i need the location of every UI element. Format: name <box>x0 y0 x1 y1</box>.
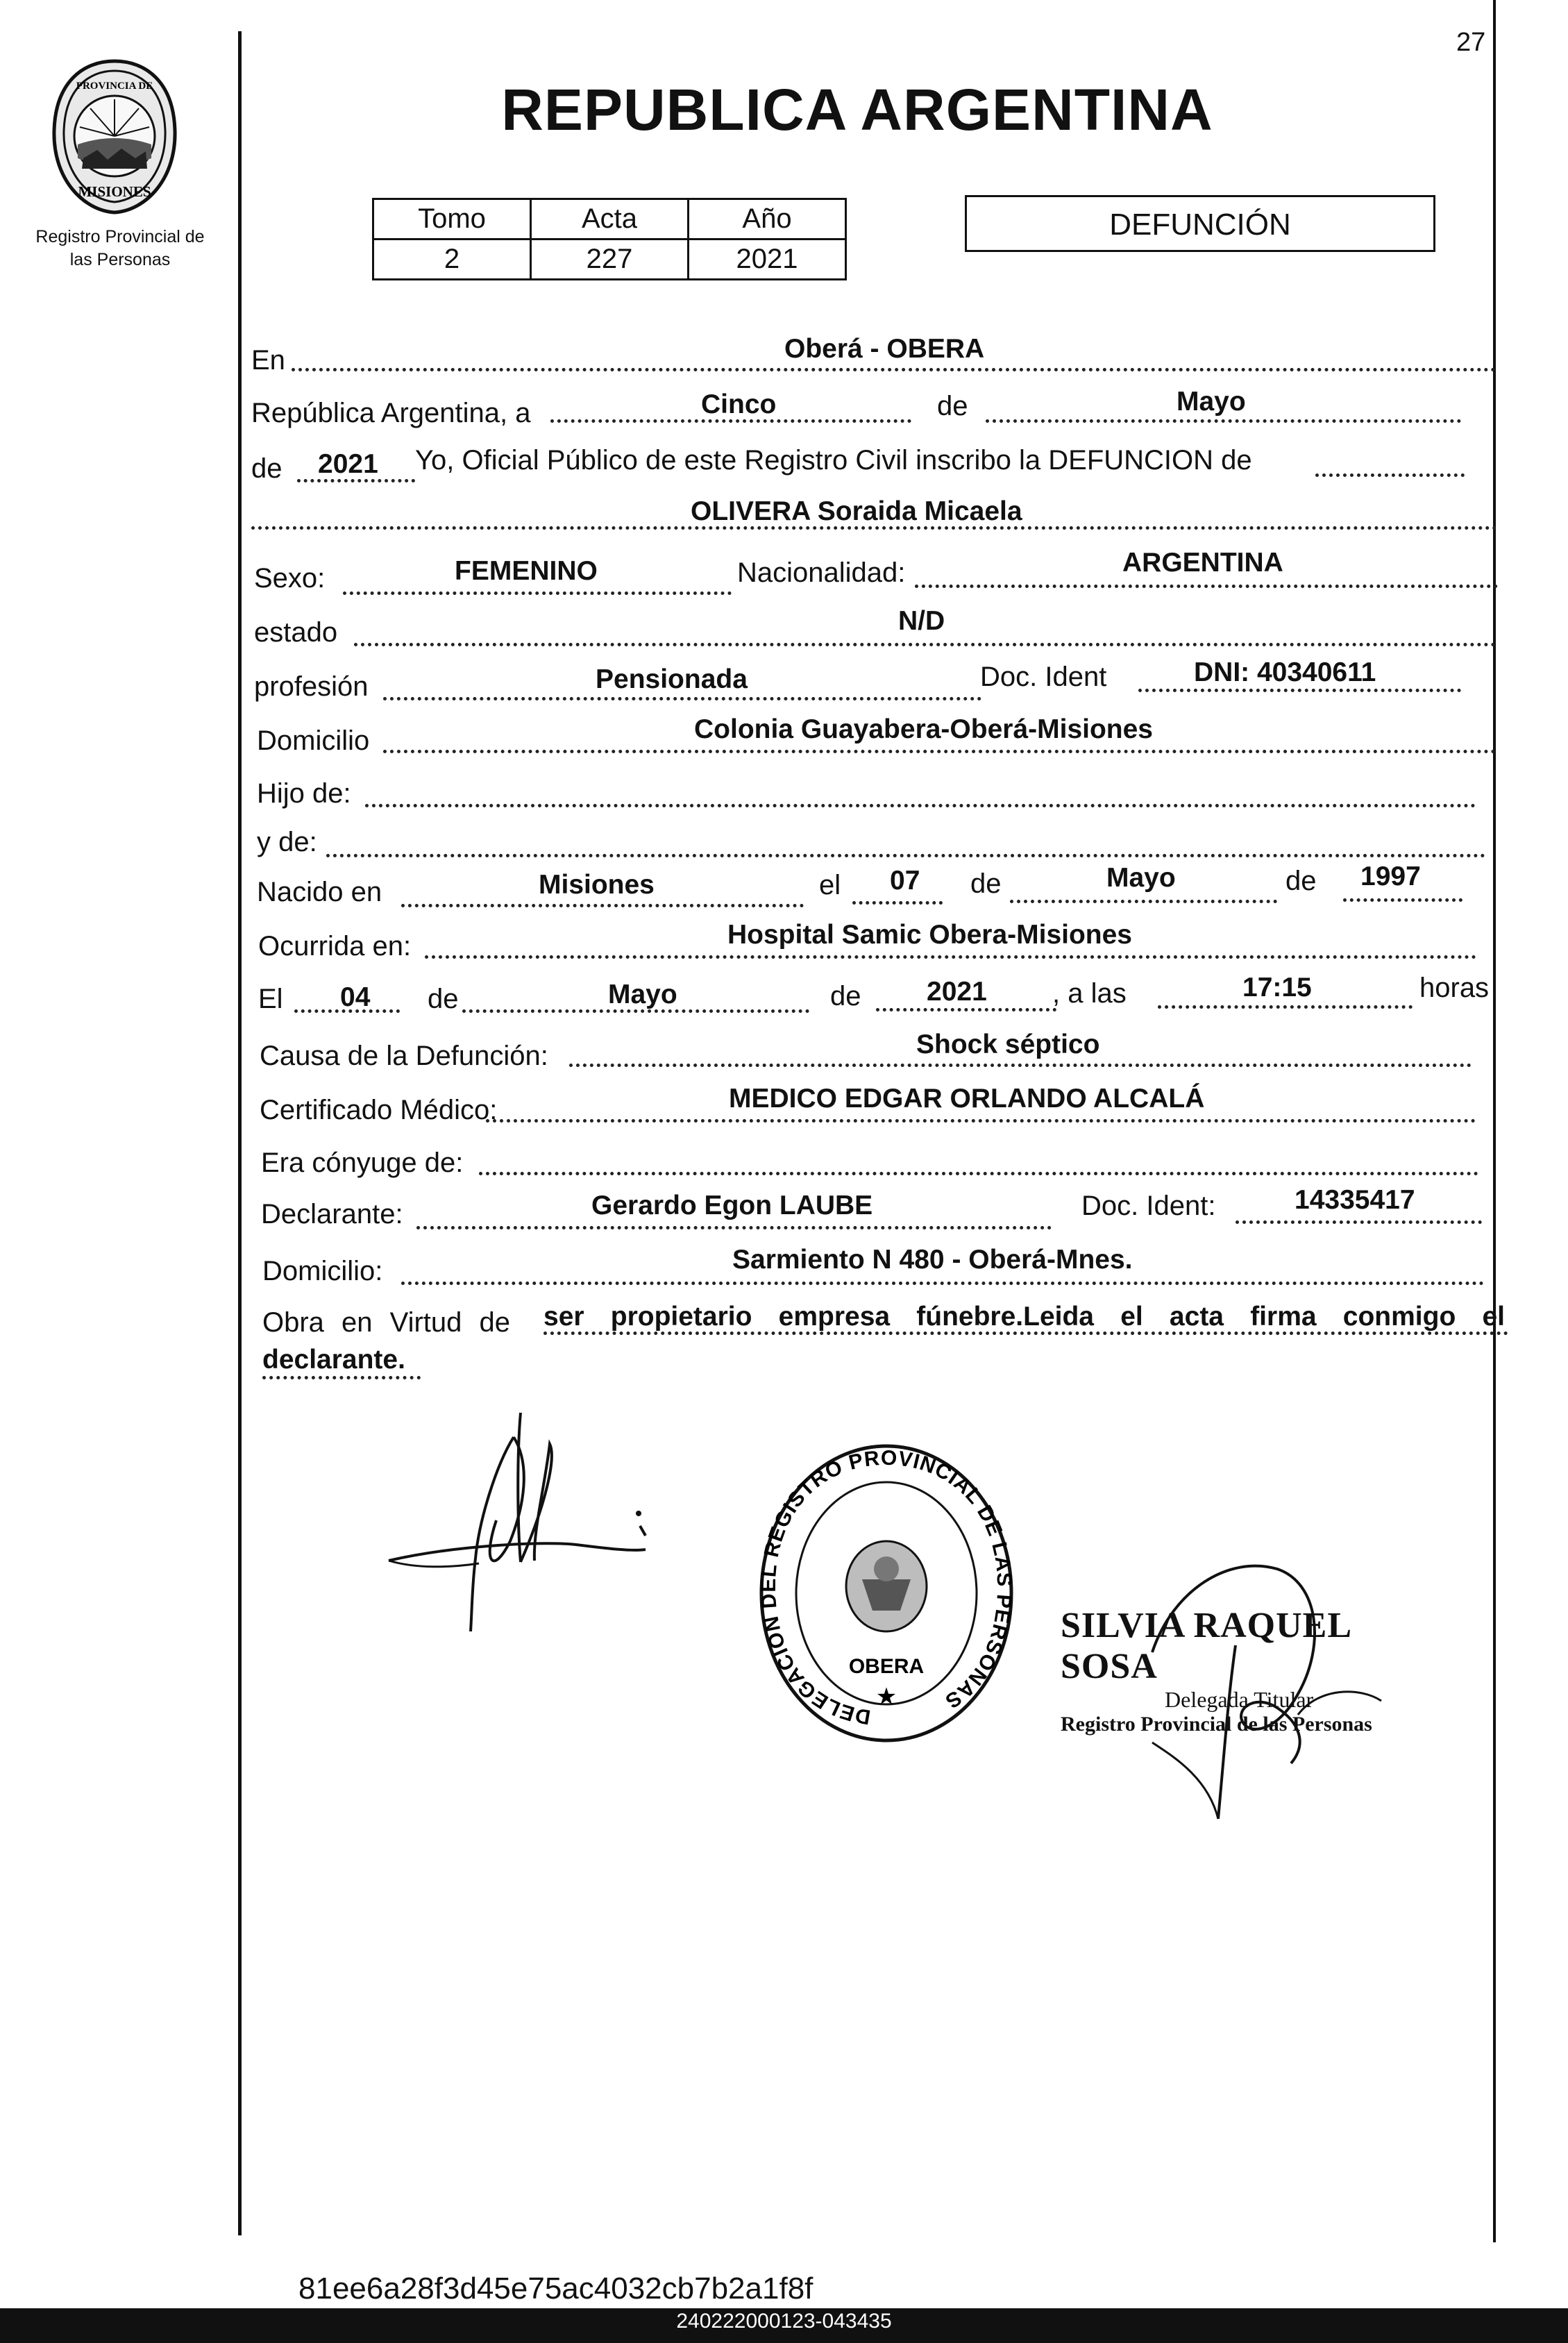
dotted-line <box>1158 1005 1413 1009</box>
nacido-lugar: Misiones <box>539 870 655 900</box>
causa-label: Causa de la Defunción: <box>260 1041 548 1071</box>
dia-value: Cinco <box>701 389 777 419</box>
dotted-line <box>343 591 732 595</box>
dotted-line <box>915 585 1498 588</box>
dotted-line <box>986 419 1461 423</box>
dotted-line <box>365 804 1476 807</box>
declarant-signature <box>375 1402 680 1652</box>
dotted-line <box>569 1064 1472 1067</box>
registry-label-line2: las Personas <box>69 250 171 269</box>
yde-label: y de: <box>257 827 317 857</box>
de2-label: de <box>251 453 283 484</box>
registry-label <box>12 226 228 271</box>
obra-label: Obra en Virtud de <box>262 1307 511 1338</box>
def-anio: 2021 <box>927 977 987 1007</box>
doc-label: Doc. Ident <box>980 662 1107 692</box>
dotted-line <box>383 697 981 700</box>
province-seal-logo <box>42 54 187 221</box>
value-anio: 2021 <box>689 240 846 280</box>
dotted-line <box>251 526 1497 530</box>
domicilio2-label: Domicilio: <box>262 1256 383 1286</box>
el2-label: El <box>258 984 283 1014</box>
dotted-line <box>262 1376 421 1379</box>
record-type-box: DEFUNCIÓN <box>965 195 1435 252</box>
nacido-label: Nacido en <box>257 877 382 907</box>
el-label: el <box>819 870 841 900</box>
seal-text-bottom: MISIONES <box>78 183 151 200</box>
alas-label: , a las <box>1052 978 1127 1009</box>
record-table <box>372 198 847 280</box>
nombre-value: OLIVERA Soraida Micaela <box>691 496 1022 526</box>
def-de2-label: de <box>830 981 861 1011</box>
left-margin-line <box>238 31 242 2235</box>
certificado-label: Certificado Médico: <box>260 1095 498 1125</box>
domicilio-label: Domicilio <box>257 725 370 756</box>
mes-value: Mayo <box>1177 387 1246 417</box>
republica-label: República Argentina, a <box>251 398 531 428</box>
nacido-mes: Mayo <box>1106 863 1176 893</box>
nacionalidad-label: Nacionalidad: <box>737 557 906 588</box>
declarante-doc-value: 14335417 <box>1295 1185 1415 1215</box>
obra-value-1: ser propietario empresa fúnebre.Leida el acta firma conmigo el <box>543 1302 1505 1332</box>
horas-label: horas <box>1419 973 1490 1003</box>
nacido-anio: 1997 <box>1360 862 1421 891</box>
nacido-de2-label: de <box>1285 866 1317 896</box>
sexo-label: Sexo: <box>254 563 326 594</box>
en-value: Oberá - OBERA <box>784 334 985 364</box>
certificado-value: MEDICO EDGAR ORLANDO ALCALÁ <box>729 1084 1205 1114</box>
de-label: de <box>937 391 968 421</box>
dotted-line <box>292 368 1496 371</box>
hijo-label: Hijo de: <box>257 778 351 809</box>
anio-value: 2021 <box>318 449 378 479</box>
domicilio2-value: Sarmiento N 480 - Oberá-Mnes. <box>732 1245 1133 1275</box>
registry-label-line1: Registro Provincial de <box>35 227 205 246</box>
official-org: Registro Provincial de las Personas <box>1061 1713 1372 1736</box>
dotted-line <box>354 643 1496 646</box>
oficial-text: Yo, Oficial Público de este Registro Civil inscribo la DEFUNCION de <box>415 445 1252 476</box>
def-hora: 17:15 <box>1242 973 1312 1002</box>
dotted-line <box>1343 898 1462 902</box>
profesion-label: profesión <box>254 671 369 702</box>
ocurrida-label: Ocurrida en: <box>258 931 412 961</box>
header-acta: Acta <box>531 199 689 240</box>
dotted-line <box>486 1119 1476 1123</box>
stamp-star-icon: ★ <box>875 1683 897 1710</box>
conyuge-label: Era cónyuge de: <box>261 1148 464 1178</box>
dotted-line <box>1315 473 1465 477</box>
seal-text-top: PROVINCIA DE <box>76 81 153 92</box>
sexo-value: FEMENINO <box>455 556 598 586</box>
dotted-line <box>543 1332 1508 1335</box>
right-margin-line <box>1493 0 1496 2242</box>
official-role: Delegada Titular <box>1165 1687 1314 1712</box>
estado-value: N/D <box>898 606 945 636</box>
nacido-de-label: de <box>970 868 1002 899</box>
document-hash: 81ee6a28f3d45e75ac4032cb7b2a1f8f <box>298 2271 813 2306</box>
header-anio: Año <box>689 199 846 240</box>
dotted-line <box>425 955 1476 959</box>
def-dia: 04 <box>340 982 371 1012</box>
stamp-city: OBERA <box>848 1655 925 1678</box>
page-number: 27 <box>1456 28 1486 57</box>
dotted-line <box>1010 900 1277 903</box>
profesion-value: Pensionada <box>596 664 748 694</box>
nacido-dia: 07 <box>890 866 920 896</box>
footer-id: 240222000123-043435 <box>676 2310 892 2333</box>
dotted-line <box>852 901 943 905</box>
dotted-line <box>326 854 1485 857</box>
dotted-line <box>479 1172 1478 1175</box>
en-label: En <box>251 345 285 376</box>
value-acta: 227 <box>531 240 689 280</box>
def-mes: Mayo <box>608 980 677 1009</box>
dotted-line <box>401 904 804 907</box>
def-de-label: de <box>428 984 459 1014</box>
stamp-ring-text: DELEGACION DEL REGISTRO PROVINCIAL DE LAS PERSONAS <box>757 1446 1016 1729</box>
value-tomo: 2 <box>373 240 531 280</box>
declarante-doc-label: Doc. Ident: <box>1081 1191 1216 1221</box>
declarante-label: Declarante: <box>261 1199 403 1229</box>
official-name: SILVIA RAQUEL SOSA <box>1061 1606 1351 1686</box>
nacionalidad-value: ARGENTINA <box>1122 548 1283 578</box>
ocurrida-value: Hospital Samic Obera-Misiones <box>727 920 1133 950</box>
estado-label: estado <box>254 617 338 648</box>
obra-value-2: declarante. <box>262 1345 405 1375</box>
header-tomo: Tomo <box>373 199 531 240</box>
domicilio-value: Colonia Guayabera-Oberá-Misiones <box>694 714 1154 744</box>
dotted-line <box>383 750 1496 753</box>
page-title: REPUBLICA ARGENTINA <box>501 77 1213 142</box>
dotted-line <box>416 1226 1052 1229</box>
declarante-value: Gerardo Egon LAUBE <box>591 1191 873 1220</box>
registry-stamp <box>751 1437 1022 1763</box>
causa-value: Shock séptico <box>916 1030 1100 1059</box>
dotted-line <box>401 1282 1484 1285</box>
dotted-line <box>1236 1220 1482 1224</box>
doc-value: DNI: 40340611 <box>1194 657 1376 687</box>
official-signature <box>1069 1513 1395 1833</box>
